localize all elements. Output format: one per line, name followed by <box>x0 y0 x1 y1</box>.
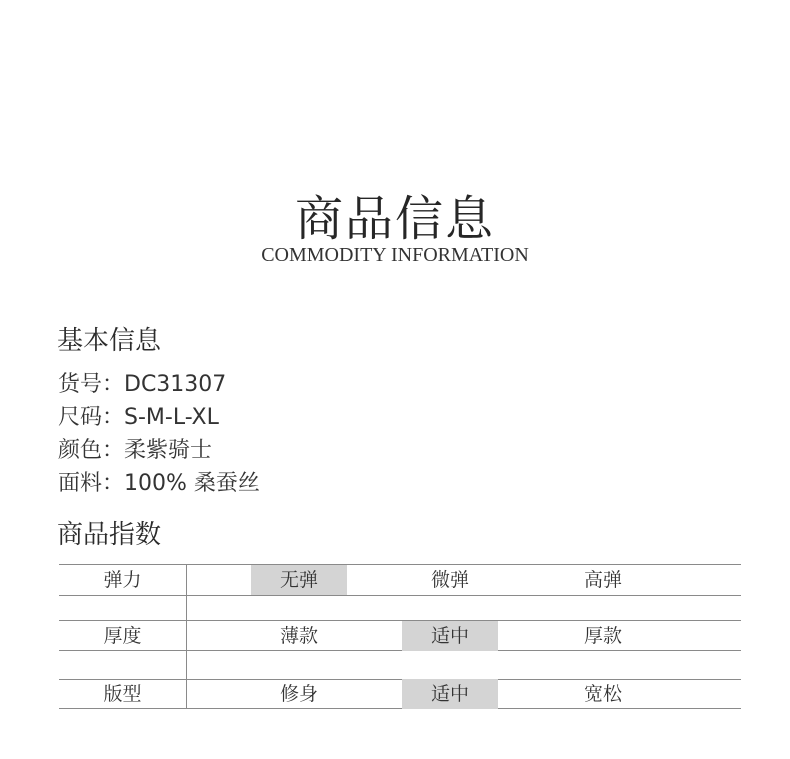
info-size: 尺码：S-M-L-XL <box>58 405 219 430</box>
option-cell: 高弹 <box>583 569 622 591</box>
basic-info-heading: 基本信息 <box>57 326 162 356</box>
info-color: 颜色：柔紫骑士 <box>58 438 213 463</box>
option-cell: 宽松 <box>583 683 622 705</box>
info-fabric: 面料：100% 桑蚕丝 <box>58 471 260 496</box>
option-cell: 厚款 <box>583 625 622 647</box>
table-row-label: 厚度 <box>103 625 142 647</box>
table-divider <box>59 595 741 596</box>
option-cell: 薄款 <box>279 625 318 647</box>
option-cell: 修身 <box>279 683 318 705</box>
option-cell-selected: 适中 <box>402 679 498 709</box>
option-cell-selected: 无弹 <box>251 565 347 595</box>
option-cell: 微弹 <box>430 569 469 591</box>
info-item-number: 货号：DC31307 <box>58 372 227 397</box>
page-subtitle: COMMODITY INFORMATION <box>261 244 529 266</box>
index-heading: 商品指数 <box>57 520 162 550</box>
page-title: 商品信息 <box>294 191 495 247</box>
table-row-label: 版型 <box>103 683 142 705</box>
table-column-divider <box>186 564 187 709</box>
table-row-label: 弹力 <box>103 569 142 591</box>
option-cell-selected: 适中 <box>402 621 498 651</box>
